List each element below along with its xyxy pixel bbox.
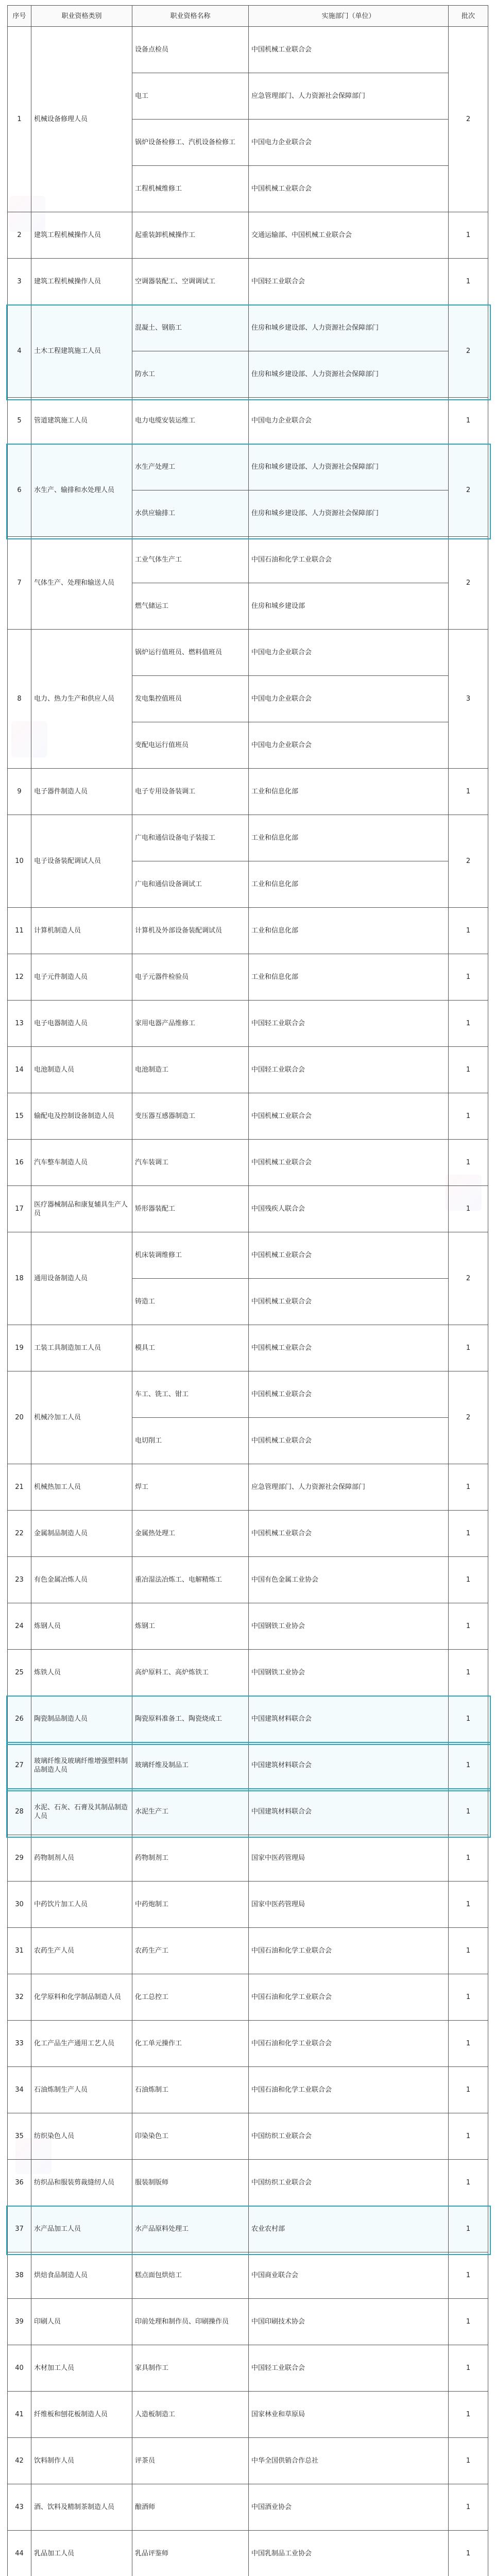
qualification-name-cell: 化工总控工	[132, 1974, 249, 2021]
row-number: 10	[8, 815, 31, 908]
department-cell: 中国电力企业联合会	[249, 120, 449, 166]
table-row	[8, 1511, 488, 1557]
batch-count-cell: 1	[449, 2113, 488, 2160]
category-cell: 玻璃纤维及玻璃纤维增强塑料制品制造人员	[31, 1742, 132, 1789]
category-cell: 医疗器械制品和康复辅具生产人员	[31, 1186, 132, 1232]
batch-count-cell: 1	[449, 2392, 488, 2438]
department-cell: 中国机械工业联合会	[249, 1418, 449, 1464]
qualification-name-cell: 电力电缆安装运维工	[132, 398, 249, 444]
department-cell: 住房和城乡建设部、人力资源社会保障部门	[249, 490, 449, 537]
row-number: 34	[8, 2067, 31, 2113]
row-number: 28	[8, 1789, 31, 1835]
department-cell: 应急管理部门、人力资源社会保障部门	[249, 1464, 449, 1511]
qualification-name-cell: 高炉原料工、高炉炼铁工	[132, 1650, 249, 1696]
department-cell: 中国印刷技术协会	[249, 2299, 449, 2345]
department-cell: 住房和城乡建设部、人力资源社会保障部门	[249, 444, 449, 490]
table-row	[8, 1186, 488, 1232]
row-number: 4	[8, 305, 31, 398]
table-row	[8, 1371, 488, 1418]
table-row	[8, 1882, 488, 1928]
qualification-name-cell: 防水工	[132, 351, 249, 398]
batch-count-cell: 1	[449, 1974, 488, 2021]
department-cell: 中国电力企业联合会	[249, 630, 449, 676]
department-cell: 工业和信息化部	[249, 815, 449, 861]
batch-count-cell: 1	[449, 1835, 488, 1882]
qualification-name-cell: 汽车装调工	[132, 1140, 249, 1186]
department-cell: 中国纺织工业联合会	[249, 2113, 449, 2160]
qualification-name-cell: 评茶员	[132, 2438, 249, 2484]
table-row	[8, 2484, 488, 2531]
qualification-name-cell: 金属热处理工	[132, 1511, 249, 1557]
qualification-name-cell: 重冶湿法冶炼工、电解精炼工	[132, 1557, 249, 1603]
category-cell: 土木工程建筑施工人员	[31, 305, 132, 398]
table-row	[8, 1464, 488, 1511]
qualification-name-cell: 电池制造工	[132, 1047, 249, 1093]
row-number: 14	[8, 1047, 31, 1093]
qualification-name-cell: 变压器互感器制造工	[132, 1093, 249, 1140]
row-number: 29	[8, 1835, 31, 1882]
qualification-name-cell: 计算机及外部设备装配调试员	[132, 908, 249, 954]
table-row	[8, 1001, 488, 1047]
qualification-name-cell: 服装制版师	[132, 2160, 249, 2206]
row-number: 1	[8, 27, 31, 212]
batch-count-cell: 2	[449, 305, 488, 398]
department-cell: 中国有色金属工业协会	[249, 1557, 449, 1603]
category-cell: 药物制剂人员	[31, 1835, 132, 1882]
category-cell: 水泥、石灰、石膏及其制品制造人员	[31, 1789, 132, 1835]
qualification-name-cell: 电子元器件检验员	[132, 954, 249, 1001]
category-cell: 化学原料和化学制品制造人员	[31, 1974, 132, 2021]
row-number: 42	[8, 2438, 31, 2484]
row-number: 22	[8, 1511, 31, 1557]
row-number: 3	[8, 259, 31, 305]
row-number: 39	[8, 2299, 31, 2345]
department-cell: 中国乳制品工业协会	[249, 2531, 449, 2576]
category-cell: 机械设备修理人员	[31, 27, 132, 212]
department-cell: 中国石油和化学工业联合会	[249, 537, 449, 583]
batch-count-cell: 2	[449, 1232, 488, 1325]
category-cell: 电池制造人员	[31, 1047, 132, 1093]
row-number: 18	[8, 1232, 31, 1325]
batch-count-cell: 3	[449, 630, 488, 769]
department-cell: 中国轻工业联合会	[249, 1001, 449, 1047]
department-cell: 中国石油和化学工业联合会	[249, 2067, 449, 2113]
qualification-name-cell: 起重装卸机械操作工	[132, 212, 249, 259]
department-cell: 中国机械工业联合会	[249, 1511, 449, 1557]
category-cell: 农药生产人员	[31, 1928, 132, 1974]
table-row	[8, 444, 488, 490]
qualification-name-cell: 石油炼制工	[132, 2067, 249, 2113]
batch-count-cell: 1	[449, 1001, 488, 1047]
batch-count-cell: 1	[449, 2484, 488, 2531]
row-number: 24	[8, 1603, 31, 1650]
row-number: 40	[8, 2345, 31, 2392]
department-cell: 中国轻工业联合会	[249, 259, 449, 305]
category-cell: 计算机制造人员	[31, 908, 132, 954]
qualification-name-cell: 水生产处理工	[132, 444, 249, 490]
department-cell: 中国机械工业联合会	[249, 1325, 449, 1371]
department-cell: 农业农村部	[249, 2206, 449, 2252]
table-row	[8, 259, 488, 305]
department-cell: 中国机械工业联合会	[249, 1093, 449, 1140]
qualification-name-cell: 药物制剂工	[132, 1835, 249, 1882]
table-body	[8, 27, 488, 2576]
table-row	[8, 398, 488, 444]
department-cell: 中华全国供销合作总社	[249, 2438, 449, 2484]
qualification-name-cell: 陶瓷原料准备工、陶瓷烧成工	[132, 1696, 249, 1742]
batch-count-cell: 1	[449, 2345, 488, 2392]
qualification-name-cell: 玻璃纤维及制品工	[132, 1742, 249, 1789]
qualification-name-cell: 糕点面包烘焙工	[132, 2252, 249, 2299]
batch-count-cell: 1	[449, 2021, 488, 2067]
batch-count-cell: 1	[449, 1464, 488, 1511]
category-cell: 陶瓷制品制造人员	[31, 1696, 132, 1742]
category-cell: 电子设备装配调试人员	[31, 815, 132, 908]
batch-count-cell: 1	[449, 259, 488, 305]
row-number: 12	[8, 954, 31, 1001]
batch-count-cell: 1	[449, 1047, 488, 1093]
qualification-name-cell: 矫形器装配工	[132, 1186, 249, 1232]
qualification-name-cell: 工业气体生产工	[132, 537, 249, 583]
qualification-name-cell: 广电和通信设备调试工	[132, 861, 249, 908]
department-cell: 中国建筑材料联合会	[249, 1789, 449, 1835]
table-row	[8, 1140, 488, 1186]
qualification-name-cell: 炼钢工	[132, 1603, 249, 1650]
table-row	[8, 2160, 488, 2206]
table-row	[8, 954, 488, 1001]
category-cell: 纺织品和服装剪裁缝纫人员	[31, 2160, 132, 2206]
qualification-name-cell: 水泥生产工	[132, 1789, 249, 1835]
batch-count-cell: 1	[449, 1928, 488, 1974]
category-cell: 汽车整车制造人员	[31, 1140, 132, 1186]
category-cell: 印刷人员	[31, 2299, 132, 2345]
batch-count-cell: 1	[449, 2531, 488, 2576]
row-number: 44	[8, 2531, 31, 2576]
category-cell: 电力、热力生产和供应人员	[31, 630, 132, 769]
category-cell: 炼钢人员	[31, 1603, 132, 1650]
category-cell: 酒、饮料及精制茶制造人员	[31, 2484, 132, 2531]
department-cell: 中国机械工业联合会	[249, 27, 449, 73]
category-cell: 中药饮片加工人员	[31, 1882, 132, 1928]
row-number: 35	[8, 2113, 31, 2160]
category-cell: 电子元件制造人员	[31, 954, 132, 1001]
batch-count-cell: 2	[449, 444, 488, 537]
batch-count-cell: 1	[449, 2299, 488, 2345]
row-number: 13	[8, 1001, 31, 1047]
table-row	[8, 2252, 488, 2299]
row-number: 9	[8, 769, 31, 815]
category-cell: 水生产、输排和水处理人员	[31, 444, 132, 537]
table-row	[8, 212, 488, 259]
qualification-name-cell: 机床装调维修工	[132, 1232, 249, 1279]
department-cell: 中国机械工业联合会	[249, 1279, 449, 1325]
batch-count-cell: 1	[449, 2160, 488, 2206]
batch-count-cell: 1	[449, 398, 488, 444]
table-row	[8, 27, 488, 73]
department-cell: 中国机械工业联合会	[249, 166, 449, 212]
department-cell: 工业和信息化部	[249, 908, 449, 954]
qualification-name-cell: 农药生产工	[132, 1928, 249, 1974]
table-row	[8, 2021, 488, 2067]
category-cell: 机械冷加工人员	[31, 1371, 132, 1464]
qualification-name-cell: 印前处理和制作员、印刷操作员	[132, 2299, 249, 2345]
qualification-name-cell: 模具工	[132, 1325, 249, 1371]
row-number: 32	[8, 1974, 31, 2021]
batch-count-cell: 1	[449, 2206, 488, 2252]
department-cell: 中国石油和化学工业联合会	[249, 1928, 449, 1974]
table-row	[8, 2299, 488, 2345]
category-cell: 电子电器制造人员	[31, 1001, 132, 1047]
category-cell: 水产品加工人员	[31, 2206, 132, 2252]
row-number: 30	[8, 1882, 31, 1928]
qualification-name-cell: 人造板制造工	[132, 2392, 249, 2438]
row-number: 6	[8, 444, 31, 537]
table-row	[8, 1325, 488, 1371]
batch-count-cell: 1	[449, 212, 488, 259]
category-cell: 木材加工人员	[31, 2345, 132, 2392]
department-cell: 住房和城乡建设部	[249, 583, 449, 630]
batch-count-cell: 1	[449, 1557, 488, 1603]
category-cell: 管道建筑施工人员	[31, 398, 132, 444]
table-row	[8, 1742, 488, 1789]
row-number: 21	[8, 1464, 31, 1511]
row-number: 5	[8, 398, 31, 444]
department-cell: 工业和信息化部	[249, 954, 449, 1001]
table-row	[8, 1696, 488, 1742]
qualification-name-cell: 锅炉运行值班员、燃料值班员	[132, 630, 249, 676]
row-number: 19	[8, 1325, 31, 1371]
header-no: 序号	[8, 6, 31, 27]
table-row	[8, 1093, 488, 1140]
batch-count-cell: 1	[449, 2067, 488, 2113]
department-cell: 中国轻工业联合会	[249, 1047, 449, 1093]
qualification-table	[7, 5, 488, 2576]
table-row	[8, 908, 488, 954]
department-cell: 交通运输部、中国机械工业联合会	[249, 212, 449, 259]
department-cell: 中国酒业协会	[249, 2484, 449, 2531]
row-number: 33	[8, 2021, 31, 2067]
qualification-name-cell: 空调器装配工、空调调试工	[132, 259, 249, 305]
table-row	[8, 2392, 488, 2438]
qualification-name-cell: 设备点检员	[132, 27, 249, 73]
department-cell: 中国钢铁工业协会	[249, 1650, 449, 1696]
qualification-name-cell: 车工、铣工、钳工	[132, 1371, 249, 1418]
qualification-name-cell: 水产品原料处理工	[132, 2206, 249, 2252]
department-cell: 中国建筑材料联合会	[249, 1742, 449, 1789]
batch-count-cell: 1	[449, 1186, 488, 1232]
table-row	[8, 2345, 488, 2392]
qualification-name-cell: 燃气储运工	[132, 583, 249, 630]
category-cell: 石油炼制生产人员	[31, 2067, 132, 2113]
department-cell: 中国机械工业联合会	[249, 1140, 449, 1186]
department-cell: 国家林业和草原局	[249, 2392, 449, 2438]
batch-count-cell: 1	[449, 1511, 488, 1557]
department-cell: 工业和信息化部	[249, 861, 449, 908]
table-row	[8, 1928, 488, 1974]
row-number: 27	[8, 1742, 31, 1789]
category-cell: 烘焙食品制造人员	[31, 2252, 132, 2299]
table-row	[8, 630, 488, 676]
batch-count-cell: 1	[449, 1603, 488, 1650]
category-cell: 炼铁人员	[31, 1650, 132, 1696]
qualification-name-cell: 化工单元操作工	[132, 2021, 249, 2067]
row-number: 31	[8, 1928, 31, 1974]
row-number: 11	[8, 908, 31, 954]
table-row	[8, 2438, 488, 2484]
qualification-name-cell: 混凝土、钢筋工	[132, 305, 249, 351]
batch-count-cell: 1	[449, 1742, 488, 1789]
qualification-name-cell: 锅炉设备检修工、汽机设备检修工	[132, 120, 249, 166]
batch-count-cell: 2	[449, 27, 488, 212]
qualification-name-cell: 印染染色工	[132, 2113, 249, 2160]
category-cell: 乳品加工人员	[31, 2531, 132, 2576]
table-row	[8, 1232, 488, 1279]
category-cell: 纺织染色人员	[31, 2113, 132, 2160]
row-number: 36	[8, 2160, 31, 2206]
department-cell: 中国纺织工业联合会	[249, 2160, 449, 2206]
row-number: 8	[8, 630, 31, 769]
department-cell: 中国电力企业联合会	[249, 676, 449, 722]
category-cell: 金属制品制造人员	[31, 1511, 132, 1557]
row-number: 25	[8, 1650, 31, 1696]
category-cell: 气体生产、处理和输送人员	[31, 537, 132, 630]
header-count: 批次	[449, 6, 488, 27]
table-row	[8, 305, 488, 351]
qualification-name-cell: 焊工	[132, 1464, 249, 1511]
qualification-name-cell: 家具制作工	[132, 2345, 249, 2392]
department-cell: 中国商业联合会	[249, 2252, 449, 2299]
category-cell: 建筑工程机械操作人员	[31, 259, 132, 305]
header-name: 职业资格名称	[132, 6, 249, 27]
table-row	[8, 1835, 488, 1882]
qualification-name-cell: 电工	[132, 73, 249, 120]
table-row	[8, 1650, 488, 1696]
qualification-name-cell: 中药炮制工	[132, 1882, 249, 1928]
table-row	[8, 2067, 488, 2113]
header-dept: 实施部门（单位）	[249, 6, 449, 27]
category-cell: 电子器件制造人员	[31, 769, 132, 815]
qualification-name-cell: 变配电运行值班员	[132, 722, 249, 769]
row-number: 17	[8, 1186, 31, 1232]
qualification-name-cell: 发电集控值班员	[132, 676, 249, 722]
table-row	[8, 815, 488, 861]
table-row	[8, 537, 488, 583]
department-cell: 中国机械工业联合会	[249, 1371, 449, 1418]
department-cell: 中国轻工业联合会	[249, 2345, 449, 2392]
department-cell: 中国钢铁工业协会	[249, 1603, 449, 1650]
batch-count-cell: 2	[449, 815, 488, 908]
department-cell: 国家中医药管理局	[249, 1882, 449, 1928]
batch-count-cell: 1	[449, 1140, 488, 1186]
table-row	[8, 769, 488, 815]
table-row	[8, 1603, 488, 1650]
department-cell: 中国石油和化学工业联合会	[249, 1974, 449, 2021]
batch-count-cell: 1	[449, 2438, 488, 2484]
category-cell: 有色金属冶炼人员	[31, 1557, 132, 1603]
category-cell: 建筑工程机械操作人员	[31, 212, 132, 259]
qualification-name-cell: 铸造工	[132, 1279, 249, 1325]
qualification-name-cell: 广电和通信设备电子装接工	[132, 815, 249, 861]
table-row	[8, 2531, 488, 2576]
table-row	[8, 1789, 488, 1835]
table-row	[8, 2206, 488, 2252]
batch-count-cell: 1	[449, 1650, 488, 1696]
category-cell: 饮料制作人员	[31, 2438, 132, 2484]
row-number: 2	[8, 212, 31, 259]
row-number: 37	[8, 2206, 31, 2252]
batch-count-cell: 1	[449, 1093, 488, 1140]
department-cell: 国家中医药管理局	[249, 1835, 449, 1882]
table-row	[8, 2113, 488, 2160]
batch-count-cell: 1	[449, 954, 488, 1001]
department-cell: 住房和城乡建设部、人力资源社会保障部门	[249, 351, 449, 398]
department-cell: 中国建筑材料联合会	[249, 1696, 449, 1742]
row-number: 20	[8, 1371, 31, 1464]
batch-count-cell: 1	[449, 1789, 488, 1835]
batch-count-cell: 1	[449, 908, 488, 954]
row-number: 23	[8, 1557, 31, 1603]
category-cell: 通用设备制造人员	[31, 1232, 132, 1325]
batch-count-cell: 1	[449, 1325, 488, 1371]
department-cell: 中国电力企业联合会	[249, 722, 449, 769]
table-header-row	[8, 6, 488, 27]
row-number: 16	[8, 1140, 31, 1186]
row-number: 15	[8, 1093, 31, 1140]
table-row	[8, 1557, 488, 1603]
row-number: 41	[8, 2392, 31, 2438]
qualification-name-cell: 电子专用设备装调工	[132, 769, 249, 815]
batch-count-cell: 1	[449, 1882, 488, 1928]
department-cell: 中国电力企业联合会	[249, 398, 449, 444]
category-cell: 化工产品生产通用工艺人员	[31, 2021, 132, 2067]
department-cell: 住房和城乡建设部、人力资源社会保障部门	[249, 305, 449, 351]
qualification-name-cell: 乳品评鉴师	[132, 2531, 249, 2576]
qualification-name-cell: 水供应输排工	[132, 490, 249, 537]
department-cell: 应急管理部门、人力资源社会保障部门	[249, 73, 449, 120]
category-cell: 工装工具制造加工人员	[31, 1325, 132, 1371]
category-cell: 输配电及控制设备制造人员	[31, 1093, 132, 1140]
batch-count-cell: 1	[449, 769, 488, 815]
department-cell: 中国石油和化学工业联合会	[249, 2021, 449, 2067]
row-number: 43	[8, 2484, 31, 2531]
category-cell: 纤维板和刨花板制造人员	[31, 2392, 132, 2438]
category-cell: 机械热加工人员	[31, 1464, 132, 1511]
qualification-name-cell: 家用电器产品维修工	[132, 1001, 249, 1047]
row-number: 26	[8, 1696, 31, 1742]
row-number: 38	[8, 2252, 31, 2299]
batch-count-cell: 2	[449, 537, 488, 630]
batch-count-cell: 1	[449, 1696, 488, 1742]
qualification-name-cell: 工程机械维修工	[132, 166, 249, 212]
department-cell: 工业和信息化部	[249, 769, 449, 815]
table-row	[8, 1047, 488, 1093]
qualification-name-cell: 酿酒师	[132, 2484, 249, 2531]
qualification-name-cell: 电切削工	[132, 1418, 249, 1464]
header-category: 职业资格类别	[31, 6, 132, 27]
row-number: 7	[8, 537, 31, 630]
table-row	[8, 1974, 488, 2021]
department-cell: 中国机械工业联合会	[249, 1232, 449, 1279]
batch-count-cell: 2	[449, 1371, 488, 1464]
batch-count-cell: 1	[449, 2252, 488, 2299]
department-cell: 中国残疾人联合会	[249, 1186, 449, 1232]
